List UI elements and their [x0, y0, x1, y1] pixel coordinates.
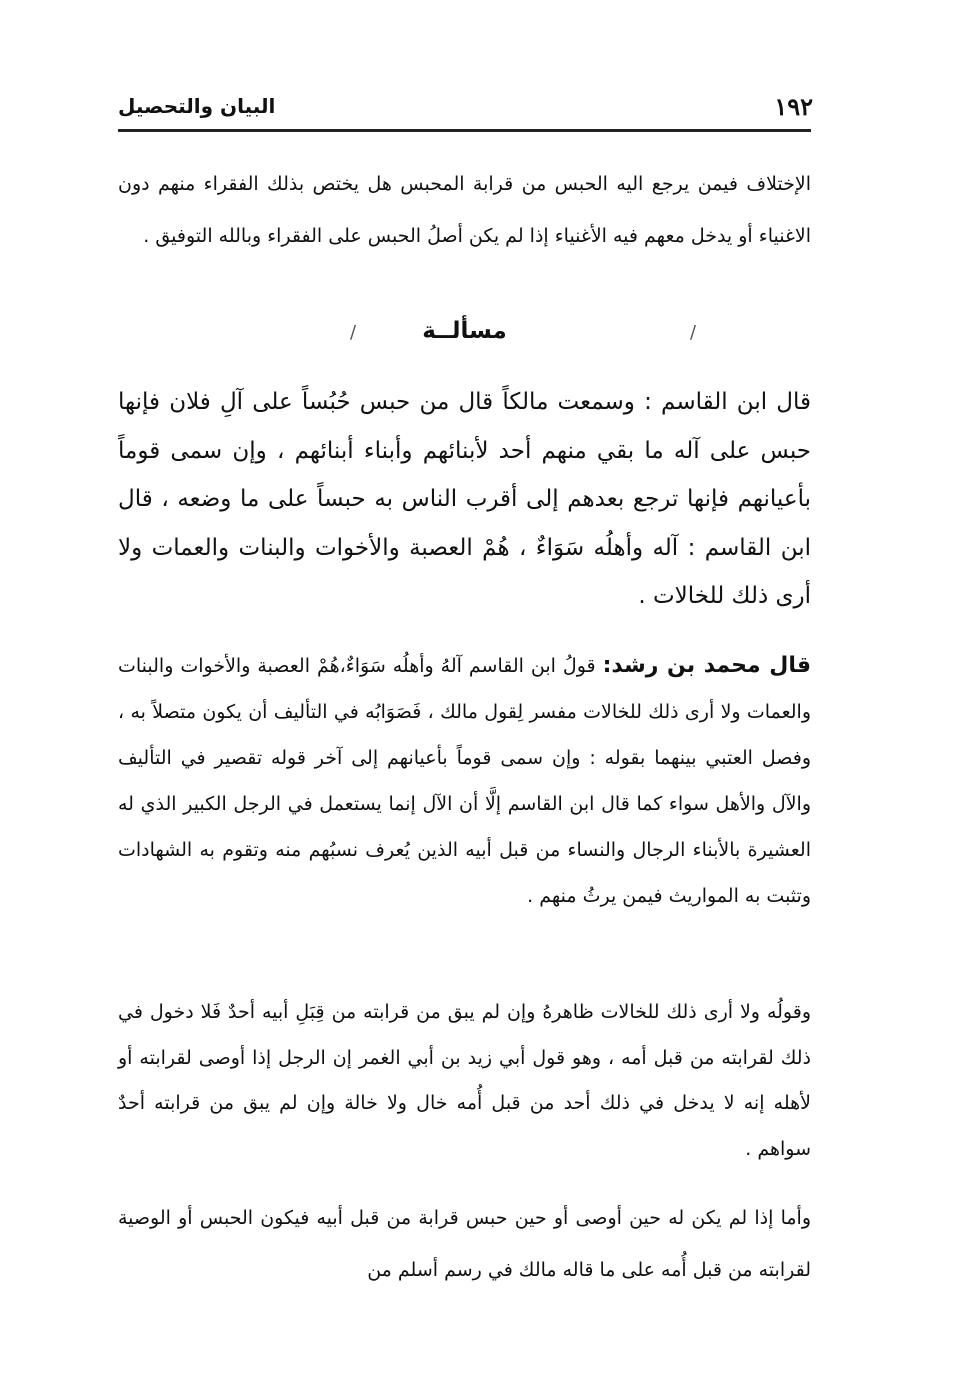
margin-mark: /	[690, 322, 697, 343]
commentary-3-text: وأما إذا لم يكن له حين أوصى أو حين حبس قرابة من قبل أبيه فيكون الحبس أو الوصية لقرابته من قبل أُمه على ما قاله مالك في رسم أسلم من	[118, 1207, 811, 1281]
quote-paragraph	[118, 378, 811, 621]
page-header	[118, 88, 813, 128]
commentary-paragraph	[118, 643, 811, 919]
book-title: البيان والتحصيل	[118, 94, 276, 118]
margin-mark: /	[350, 322, 357, 343]
section-title: مسألــة	[422, 318, 507, 344]
commentary-paragraph-2	[118, 990, 811, 1172]
header-rule	[118, 129, 811, 132]
commentary-lead: قال محمد بن رشد:	[602, 653, 811, 678]
intro-paragraph	[118, 158, 811, 262]
commentary-2-text: وقولُه ولا أرى ذلك للخالات ظاهرهُ وإن لم يبق من قرابته من قِبَلِ أبيه أحدٌ فَلا دخول في ذلك لقرابته من قبل أمه ، وهو قول أبي زيد بن أبي الغمر إن الرجل إذا أوصى لقرابته أو لأهله إنه لا يدخل في ذلك أحد من قبل أُمه خال ولا خالة وإن لم يبق من قرابته أحدٌ سواهم .	[118, 1001, 811, 1160]
commentary-text: قولُ ابن القاسم آلهُ وأهلُه سَوَاءٌ،هُمْ العصبة والأخوات والبنات والعمات ولا أرى ذلك للخالات مفسر لِقول مالك ، فَصَوَابُه في التأليف أن يكون متصلاً به ، وفصل العتبي بينهما بقوله : وإن سمى قوماً بأعيانهم إلى آخر قوله تقصير في التأليف والآل والأهل سواء كما قال ابن القاسم إلَّا أن الآل إنما يستعمل في الرجل الكبير الذي له العشيرة بالأبناء الرجال والنساء من قبل أبيه الذين يُعرف نسبُهم منه وتقوم به الشهادات وتثبت به المواريث فيمن يرثُ منهم .	[118, 655, 811, 907]
intro-text: الإختلاف فيمن يرجع اليه الحبس من قرابة المحبس هل يختص بذلك الفقراء منهم دون الاغنياء أو يدخل معهم فيه الأغنياء إذا لم يكن أصلُ الحبس على الفقراء وبالله التوفيق .	[118, 173, 811, 247]
commentary-paragraph-3	[118, 1192, 811, 1296]
quote-text: قال ابن القاسم : وسمعت مالكاً قال من حبس حُبُساً على آلِ فلان فإنها حبس على آله ما بقي منهم أحد لأبنائهم وأبناء أبنائهم ، وإن سمى قوماً بأعيانهم فإنها ترجع بعدهم إلى أقرب الناس به حبساً على ما وضعه ، قال ابن القاسم : آله وأهلُه سَوَاءٌ ، هُمْ العصبة والأخوات والبنات والعمات ولا أرى ذلك للخالات .	[118, 389, 811, 609]
page-number: ١٩٢	[774, 92, 813, 121]
